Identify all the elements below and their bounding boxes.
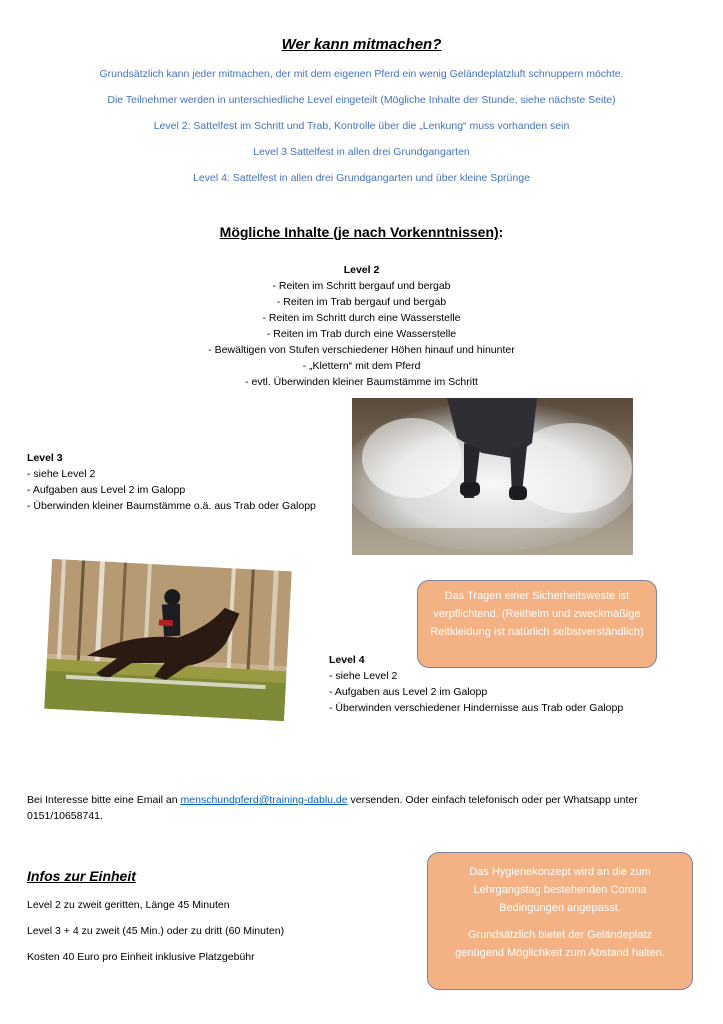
info-line-1: Level 2 zu zweit geritten, Länge 45 Minuten xyxy=(27,899,230,911)
intro-line-2: Die Teilnehmer werden in unterschiedliche Level eingeteilt (Mögliche Inhalte der Stunde, siehe nächste Seite) xyxy=(107,94,616,106)
contact-prefix: Bei Interesse bitte eine Email an xyxy=(27,794,181,806)
intro-line-1: Grundsätzlich kann jeder mitmachen, der mit dem eigenen Pferd ein wenig Geländeplatzluft schnuppern möchte. xyxy=(99,68,624,80)
level2-item: - Reiten im Trab bergauf und bergab xyxy=(276,296,447,308)
section-title-who: Wer kann mitmachen? xyxy=(281,36,442,53)
level4-item: - Überwinden verschiedener Hindernisse aus Trab oder Galopp xyxy=(329,702,624,714)
horse-water-splash-photo xyxy=(352,398,633,555)
intro-line-3: Level 2: Sattelfest im Schritt und Trab, Kontrolle über die „Lenkung“ muss vorhanden sein xyxy=(153,120,570,132)
level4-item: - Aufgaben aus Level 2 im Galopp xyxy=(329,686,488,698)
safety-note-text: Das Tragen einer Sicherheitsweste ist verpflichtend. (Reithelm und zweckmäßige Reitkleidung ist natürlich selbstverständlich) xyxy=(430,590,644,638)
hygiene-note-callout xyxy=(427,852,693,990)
level2-item: - „Klettern“ mit dem Pferd xyxy=(302,360,421,372)
level2-block xyxy=(0,262,723,390)
section-title-contents xyxy=(0,224,723,240)
level3-block xyxy=(27,450,316,514)
horse-jumping-photo xyxy=(44,559,292,721)
level4-block xyxy=(329,652,623,716)
info-line-2: Level 3 + 4 zu zweit (45 Min.) oder zu dritt (60 Minuten) xyxy=(27,925,285,937)
contents-title-colon: : xyxy=(498,224,504,240)
level2-item: - Reiten im Schritt durch eine Wasserstelle xyxy=(262,312,461,324)
hygiene-note-text-1: Das Hygienekonzept wird an die zum Lehrgangstag bestehenden Corona Bedingungen angepasst. xyxy=(469,866,651,914)
level2-item: - Reiten im Trab durch eine Wasserstelle xyxy=(266,328,457,340)
level2-item: - Reiten im Schritt bergauf und bergab xyxy=(272,280,451,292)
info-line-3: Kosten 40 Euro pro Einheit inklusive Platzgebühr xyxy=(27,951,255,963)
contact-email-link[interactable]: menschundpferd@training-dablu.de xyxy=(180,794,348,806)
horse-jumping-image xyxy=(44,559,292,721)
level2-item: - evtl. Überwinden kleiner Baumstämme im Schritt xyxy=(245,376,478,388)
section-title-infos: Infos zur Einheit xyxy=(27,868,136,884)
level3-item: - Überwinden kleiner Baumstämme o.ä. aus Trab oder Galopp xyxy=(27,500,316,512)
level3-item: - siehe Level 2 xyxy=(27,468,96,480)
contact-suffix: versenden. Oder einfach telefonisch oder per Whatsapp unter 0151/10658741. xyxy=(27,794,638,822)
intro-line-5: Level 4: Sattelfest in allen drei Grundgangarten und über kleine Sprünge xyxy=(193,172,530,184)
horse-water-splash-image xyxy=(352,398,633,555)
level2-item: - Bewältigen von Stufen verschiedener Höhen hinauf und hinunter xyxy=(208,344,515,356)
level2-heading: Level 2 xyxy=(343,264,380,276)
level4-item: - siehe Level 2 xyxy=(329,670,398,682)
intro-line-4: Level 3 Sattelfest in allen drei Grundgangarten xyxy=(253,146,470,158)
contents-title-text: Mögliche Inhalte (je nach Vorkenntnissen) xyxy=(219,224,499,240)
contact-paragraph xyxy=(27,792,697,824)
level3-item: - Aufgaben aus Level 2 im Galopp xyxy=(27,484,186,496)
level4-heading: Level 4 xyxy=(329,654,365,666)
hygiene-note-text-2: Grundsätzlich bietet der Geländeplatz genügend Möglichkeit zum Abstand halten. xyxy=(455,929,665,959)
level3-heading: Level 3 xyxy=(27,452,63,464)
